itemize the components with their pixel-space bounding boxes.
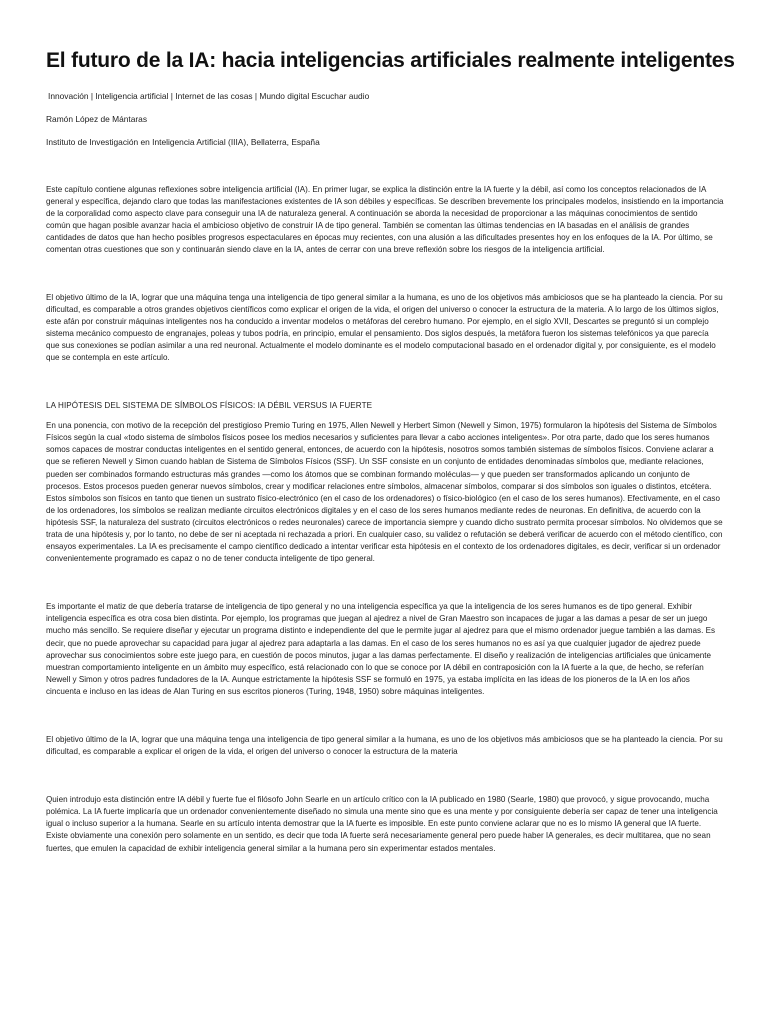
page-title: El futuro de la IA: hacia inteligencias artificiales realmente inteligentes (46, 49, 735, 72)
author-institute: Instituto de Investigación en Inteligencia Artificial (IIIA), Bellaterra, España (46, 137, 320, 147)
tags-line: Innovación | Inteligencia artificial | Internet de las cosas | Mundo digital Escuchar audio (48, 91, 370, 101)
author-name: Ramón López de Mántaras (46, 114, 148, 124)
objective-paragraph: El objetivo último de la IA, lograr que una máquina tenga una inteligencia de tipo general similar a la humana, es uno de los objetivos más ambiciosos que se ha planteado la ciencia. Por su dificultad, es comparable a otros grandes objetivos científicos como explicar el origen de la vida, el origen del universo o conocer la estructura de la materia. A lo largo de los últimos siglos, este afán por construir máquinas inteligentes nos ha conducido a inventar modelos o metáforas del cerebro humano. Por ejemplo, en el siglo XVII, Descartes se preguntó si un complejo sistema mecánico compuesto de engranajes, poleas y tubos podría, en principio, emular el pensamiento. Dos siglos después, la metáfora fueron los sistemas telefónicos ya que parecía que sus conexiones se podían asimilar a una red neuronal. Actualmente el modelo dominante es el modelo computacional basado en el ordenador digital y, por consiguiente, es el modelo que se contempla en este artículo. (46, 292, 723, 363)
section-heading: LA HIPÓTESIS DEL SISTEMA DE SÍMBOLOS FÍSICOS: IA DÉBIL VERSUS IA FUERTE (46, 401, 373, 411)
abstract-paragraph: Este capítulo contiene algunas reflexiones sobre inteligencia artificial (IA). En primer lugar, se explica la distinción entre la IA fuerte y la débil, así como los conceptos relacionados de IA general y específica, dejando claro que todas las manifestaciones existentes de IA son débiles y específicas. Se describen brevemente los principales modelos, insistiendo en la importancia de la corporalidad como aspecto clave para conseguir una IA de naturaleza general. A continuación se aborda la necesidad de proporcionar a las máquinas conocimientos de sentido común que hagan posible avanzar hacia el ambicioso objetivo de construir IA de tipo general. También se comentan las últimas tendencias en IA basadas en el análisis de grandes cantidades de datos que han hecho posibles progresos espectaculares en épocas muy recientes, con una alusión a las dificultades presentes hoy en los enfoques de la IA. Por último, se comentan otras cuestiones que son y continuarán siendo clave en la IA, antes de cerrar con una breve reflexión sobre los riesgos de la inteligencia artificial. (46, 185, 724, 255)
searle-paragraph: Quien introdujo esta distinción entre IA débil y fuerte fue el filósofo John Searle en un artículo crítico con la IA publicado en 1980 (Searle, 1980) que provocó, y sigue provocando, mucha polémica. La IA fuerte implicaría que un ordenador convenientemente diseñado no simula una mente sino que es una mente y por consiguiente debería ser capaz de tener una inteligencia igual o incluso superior a la humana. Searle en su artículo intenta demostrar que la IA fuerte es imposible. En este punto conviene aclarar que no es lo mismo IA general que IA fuerte. Existe obviamente una conexión pero solamente en un sentido, es decir que toda IA fuerte será necesariamente general pero puede haber IA generales, es decir multitarea, que no sean fuertes, que emulen la capacidad de exhibir inteligencia general similar a la humana pero sin experimentar estados mentales. (46, 795, 718, 853)
general-intelligence-paragraph: Es importante el matiz de que debería tratarse de inteligencia de tipo general y no una inteligencia específica ya que la inteligencia de los seres humanos es de tipo general. Exhibir inteligencia específica es otra cosa bien distinta. Por ejemplo, los programas que juegan al ajedrez a nivel de Gran Maestro son incapaces de jugar a las damas a pesar de ser un juego mucho más sencillo. Se requiere diseñar y ejecutar un programa distinto e independiente del que le permite jugar al ajedrez para que el mismo ordenador juegue también a las damas. Es decir, que no puede aprovechar su capacidad para jugar al ajedrez para adaptarla a las damas. En el caso de los seres humanos no es así ya que cualquier jugador de ajedrez puede aprovechar sus conocimientos sobre este juego para, en cuestión de pocos minutos, jugar a las damas perfectamente. El diseño y realización de inteligencias artificiales que únicamente muestran comportamiento inteligente en un ámbito muy específico, está relacionado con lo que se conoce por IA débil en contraposición con la IA fuerte a la que, de hecho, se referían Newell y Simon y otros padres fundadores de la IA. Aunque estrictamente la hipótesis SSF se formuló en 1975, ya estaba implícita en las ideas de los pioneros de la IA en los años cincuenta e incluso en las ideas de Alan Turing en sus escritos pioneros (Turing, 1948, 1950) sobre máquinas inteligentes. (46, 602, 716, 696)
hypothesis-paragraph: En una ponencia, con motivo de la recepción del prestigioso Premio Turing en 1975, Allen Newell y Herbert Simon (Newell y Simon, 1975) formularon la hipótesis del Sistema de Símbolos Físicos según la cual «todo sistema de símbolos físicos posee los medios necesarios y suficientes para llevar a cabo acciones inteligentes». Por otra parte, dado que los seres humanos somos capaces de mostrar conductas inteligentes en el sentido general, entonces, de acuerdo con la hipótesis, nosotros somos también sistemas de símbolos físicos. Conviene aclarar a que se refieren Newell y Simon cuando hablan de Sistema de Símbolos Físicos (SSF). Un SSF consiste en un conjunto de entidades denominadas símbolos que, mediante relaciones, pueden ser combinados formando estructuras más grandes —como los átomos que se combinan formando moléculas— y que pueden ser transformados aplicando un conjunto de procesos. Estos procesos pueden generar nuevos símbolos, crear y modificar relaciones entre símbolos, almacenar símbolos, comparar si dos símbolos son iguales o distintos, etcétera. Estos símbolos son físicos en tanto que tienen un sustrato físico-electrónico (en el caso de los ordenadores) o físico-biológico (en el caso de los seres humanos). Efectivamente, en el caso de los ordenadores, los símbolos se realizan mediante circuitos electrónicos digitales y en el caso de los seres humanos mediante redes de neuronas. En definitiva, de acuerdo con la hipótesis SSF, la naturaleza del sustrato (circuitos electrónicos o redes neuronales) carece de importancia siempre y cuando dicho sustrato permita procesar símbolos. No olvidemos que se trata de una hipótesis y, por lo tanto, no debe de ser ni aceptada ni rechazada a priori. En cualquier caso, su validez o refutación se deberá verificar de acuerdo con el método científico, con ensayos experimentales. La IA es precisamente el campo científico dedicado a intentar verificar esta hipótesis en el contexto de los ordenadores digitales, es decir, verificar si un ordenador convenientemente programado es capaz o no de tener conducta inteligente de tipo general. (46, 421, 723, 564)
objective-quote-paragraph: El objetivo último de la IA, lograr que una máquina tenga una inteligencia de tipo general similar a la humana, es uno de los objetivos más ambiciosos que se ha planteado la ciencia. Por su dificultad, es comparable a explicar el origen de la vida, el origen del universo o conocer la estructura de la materia (46, 735, 723, 757)
